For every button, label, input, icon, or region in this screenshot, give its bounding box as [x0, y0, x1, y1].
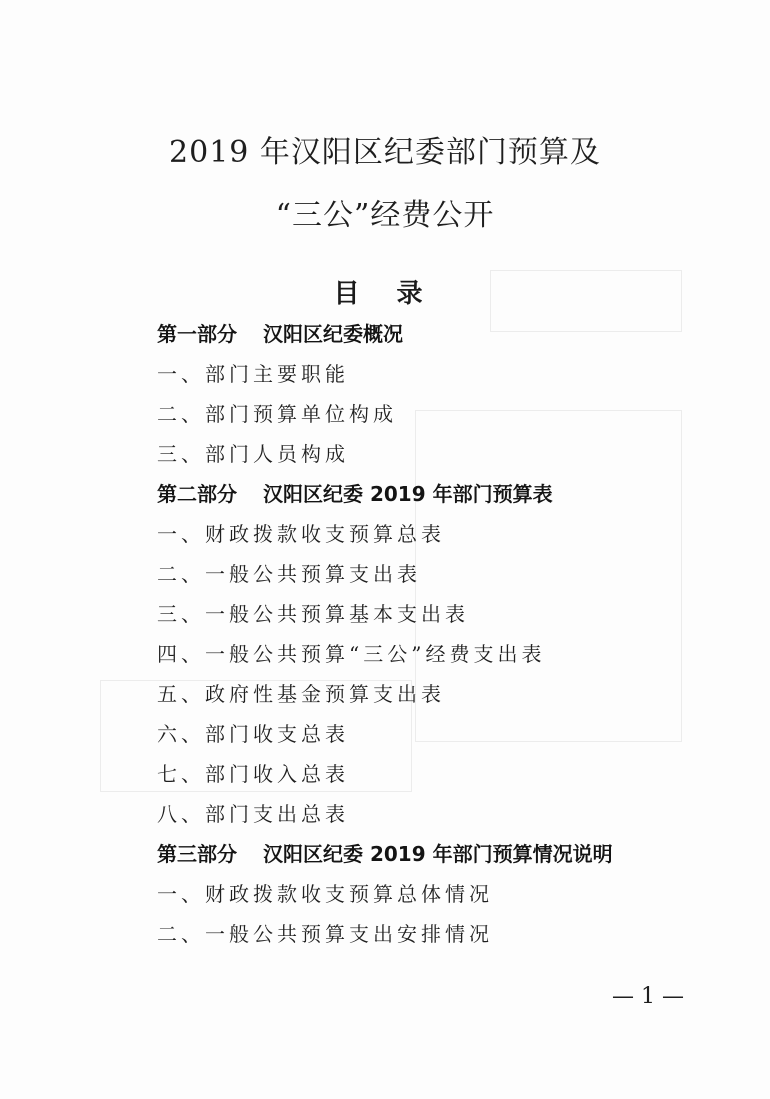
- toc-item[interactable]: 八、部门支出总表: [157, 802, 349, 826]
- document-title-line-1: 2019 年汉阳区纪委部门预算及: [169, 135, 601, 170]
- toc-item[interactable]: 六、部门收支总表: [157, 722, 349, 746]
- toc-item[interactable]: 一、财政拨款收支预算总表: [157, 522, 445, 546]
- document-title-line-2: “三公”经费公开: [275, 198, 495, 233]
- page-number: — 1 —: [612, 984, 684, 1009]
- toc-part-name: 汉阳区纪委 2019 年部门预算情况说明: [263, 842, 613, 866]
- toc-part-name: 汉阳区纪委概况: [263, 322, 403, 346]
- toc-part-label: 第二部分: [157, 482, 237, 506]
- toc-part-1[interactable]: [157, 318, 403, 347]
- scan-bleed-box: [415, 410, 682, 742]
- toc-item[interactable]: 五、政府性基金预算支出表: [157, 682, 445, 706]
- toc-item[interactable]: 四、一般公共预算“三公”经费支出表: [157, 642, 546, 666]
- toc-item[interactable]: 七、部门收入总表: [157, 762, 349, 786]
- toc-item[interactable]: 一、部门主要职能: [157, 362, 349, 386]
- toc-item[interactable]: 一、财政拨款收支预算总体情况: [157, 882, 493, 906]
- toc-item[interactable]: 二、一般公共预算支出安排情况: [157, 922, 493, 946]
- toc-part-2[interactable]: [157, 478, 553, 507]
- toc-item[interactable]: 二、部门预算单位构成: [157, 402, 397, 426]
- toc-part-name: 汉阳区纪委 2019 年部门预算表: [263, 482, 553, 506]
- toc-heading: 目 录: [333, 279, 437, 309]
- toc-part-label: 第三部分: [157, 842, 237, 866]
- toc-item[interactable]: 三、部门人员构成: [157, 442, 349, 466]
- toc-item[interactable]: 二、一般公共预算支出表: [157, 562, 421, 586]
- toc-item[interactable]: 三、一般公共预算基本支出表: [157, 602, 469, 626]
- toc-part-label: 第一部分: [157, 322, 237, 346]
- toc-part-3[interactable]: [157, 838, 613, 867]
